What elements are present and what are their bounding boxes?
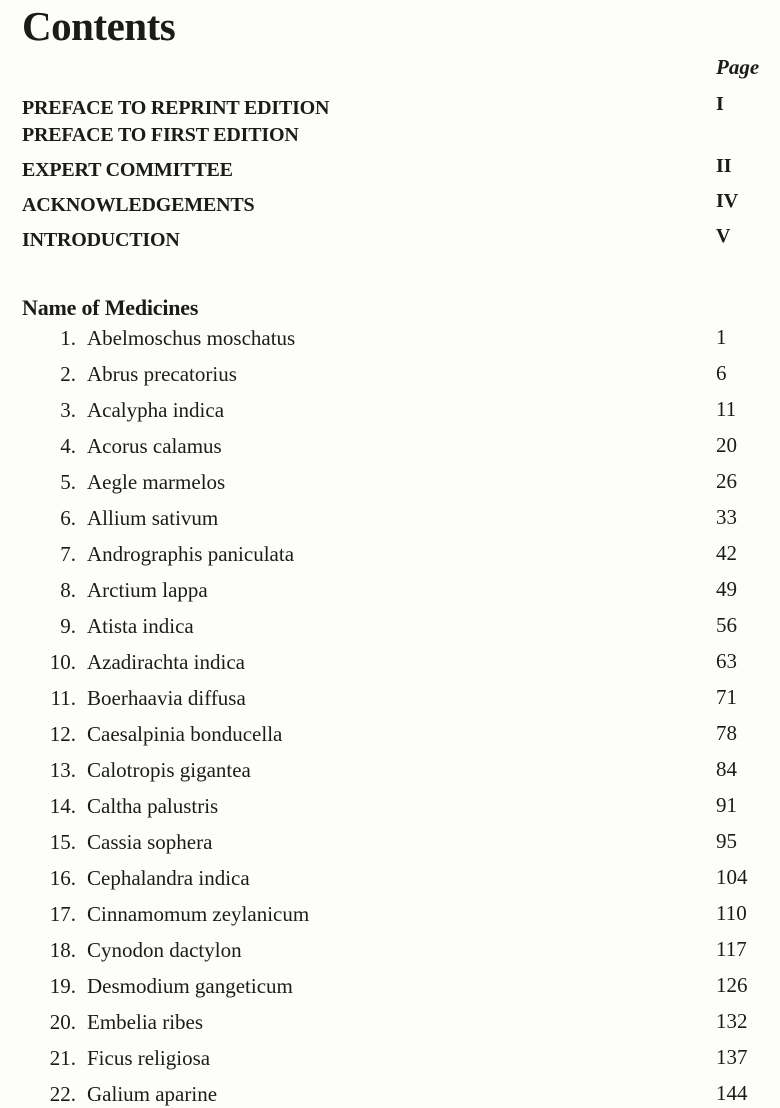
page-column-label: Page bbox=[716, 55, 760, 79]
entry-name: Embelia ribes bbox=[87, 1010, 204, 1034]
entry-page-number: 42 bbox=[716, 541, 737, 565]
front-matter-row bbox=[22, 93, 780, 123]
entry-name: Atista indica bbox=[87, 614, 194, 638]
entry-page-number: 117 bbox=[716, 937, 747, 961]
entry-name: Caltha palustris bbox=[87, 794, 219, 818]
entry-number: 1. bbox=[60, 326, 76, 350]
entry-name: Acalypha indica bbox=[87, 398, 225, 422]
medicine-entry bbox=[22, 721, 780, 757]
front-matter-page-number: V bbox=[716, 225, 731, 247]
front-matter-label: EXPERT COMMITTEE bbox=[22, 159, 233, 181]
entry-number: 19. bbox=[49, 974, 76, 998]
medicine-entry bbox=[22, 325, 780, 361]
medicine-entry bbox=[22, 433, 780, 469]
entry-name: Cassia sophera bbox=[87, 830, 213, 854]
entry-page-number: 132 bbox=[716, 1009, 748, 1033]
entry-number: 13. bbox=[49, 758, 76, 782]
entry-number: 22. bbox=[49, 1082, 76, 1106]
entry-page-number: 71 bbox=[716, 685, 737, 709]
page-title: Contents bbox=[22, 3, 176, 49]
entry-number: 20. bbox=[49, 1010, 76, 1034]
entry-number: 16. bbox=[49, 866, 76, 890]
medicine-entry bbox=[22, 937, 780, 973]
entry-page-number: 49 bbox=[716, 577, 737, 601]
front-matter-row bbox=[22, 190, 780, 220]
page-column-header-row bbox=[22, 55, 780, 79]
front-matter-row bbox=[22, 155, 780, 185]
entry-name: Azadirachta indica bbox=[87, 650, 245, 674]
entry-page-number: 26 bbox=[716, 469, 737, 493]
medicine-entry bbox=[22, 1081, 780, 1108]
entry-page-number: 11 bbox=[716, 397, 737, 421]
entry-page-number: 91 bbox=[716, 793, 737, 817]
entry-name: Cephalandra indica bbox=[87, 866, 250, 890]
medicine-entry bbox=[22, 397, 780, 433]
entry-page-number: 84 bbox=[716, 757, 737, 781]
entry-page-number: 95 bbox=[716, 829, 737, 853]
entry-name: Abrus precatorius bbox=[87, 362, 237, 386]
medicine-entry bbox=[22, 613, 780, 649]
entry-name: Allium sativum bbox=[87, 506, 219, 530]
medicine-entry bbox=[22, 865, 780, 901]
entry-name: Boerhaavia diffusa bbox=[87, 686, 246, 710]
front-matter-page-number: II bbox=[716, 155, 732, 177]
entry-name: Calotropis gigantea bbox=[87, 758, 251, 782]
entry-name: Abelmoschus moschatus bbox=[87, 326, 296, 350]
entry-number: 10. bbox=[49, 650, 76, 674]
front-matter-row bbox=[22, 123, 780, 150]
front-matter-label: PREFACE TO FIRST EDITION bbox=[22, 124, 299, 146]
entry-page-number: 56 bbox=[716, 613, 737, 637]
entry-name: Arctium lappa bbox=[87, 578, 208, 602]
entry-number: 11. bbox=[50, 686, 76, 710]
medicines-list bbox=[22, 325, 780, 1108]
entry-page-number: 20 bbox=[716, 433, 737, 457]
entry-page-number: 78 bbox=[716, 721, 737, 745]
entry-page-number: 104 bbox=[716, 865, 748, 889]
entry-page-number: 126 bbox=[716, 973, 748, 997]
medicine-entry bbox=[22, 973, 780, 1009]
entry-name: Andrographis paniculata bbox=[87, 542, 295, 566]
entry-name: Aegle marmelos bbox=[87, 470, 226, 494]
medicine-entry bbox=[22, 469, 780, 505]
entry-name: Desmodium gangeticum bbox=[87, 974, 293, 998]
entry-name: Cynodon dactylon bbox=[87, 938, 242, 962]
entry-name: Caesalpinia bonducella bbox=[87, 722, 283, 746]
front-matter-page-number: I bbox=[716, 93, 724, 115]
medicine-entry bbox=[22, 577, 780, 613]
medicine-entry bbox=[22, 541, 780, 577]
front-matter-row bbox=[22, 225, 780, 255]
entry-number: 17. bbox=[49, 902, 76, 926]
entry-name: Acorus calamus bbox=[87, 434, 222, 458]
entry-number: 14. bbox=[49, 794, 76, 818]
entry-number: 21. bbox=[49, 1046, 76, 1070]
entry-number: 15. bbox=[49, 830, 76, 854]
medicine-entry bbox=[22, 829, 780, 865]
front-matter-label: PREFACE TO REPRINT EDITION bbox=[22, 97, 330, 119]
entry-number: 7. bbox=[60, 542, 76, 566]
entry-number: 12. bbox=[49, 722, 76, 746]
medicine-entry bbox=[22, 649, 780, 685]
medicine-entry bbox=[22, 1009, 780, 1045]
entry-number: 18. bbox=[49, 938, 76, 962]
medicine-entry bbox=[22, 757, 780, 793]
entry-page-number: 33 bbox=[716, 505, 737, 529]
section-heading: Name of Medicines bbox=[22, 295, 199, 320]
entry-number: 5. bbox=[60, 470, 76, 494]
medicine-entry bbox=[22, 361, 780, 397]
entry-number: 4. bbox=[60, 434, 76, 458]
entry-number: 2. bbox=[60, 362, 76, 386]
front-matter-page-number bbox=[716, 119, 780, 146]
entry-page-number: 1 bbox=[716, 325, 727, 349]
medicine-entry bbox=[22, 793, 780, 829]
entry-number: 6. bbox=[60, 506, 76, 530]
medicine-entry bbox=[22, 1045, 780, 1081]
front-matter-page-number: IV bbox=[716, 190, 739, 212]
front-matter-label: ACKNOWLEDGEMENTS bbox=[22, 194, 255, 216]
entry-number: 8. bbox=[60, 578, 76, 602]
entry-page-number: 63 bbox=[716, 649, 737, 673]
medicine-entry bbox=[22, 901, 780, 937]
entry-page-number: 137 bbox=[716, 1045, 748, 1069]
entry-name: Ficus religiosa bbox=[87, 1046, 211, 1070]
entry-number: 3. bbox=[60, 398, 76, 422]
front-matter-list bbox=[22, 93, 780, 255]
entry-page-number: 110 bbox=[716, 901, 747, 925]
entry-page-number: 144 bbox=[716, 1081, 748, 1105]
entry-name: Galium aparine bbox=[87, 1082, 218, 1106]
front-matter-label: INTRODUCTION bbox=[22, 229, 180, 251]
entry-name: Cinnamomum zeylanicum bbox=[87, 902, 310, 926]
entry-number: 9. bbox=[60, 614, 76, 638]
medicine-entry bbox=[22, 505, 780, 541]
medicine-entry bbox=[22, 685, 780, 721]
entry-page-number: 6 bbox=[716, 361, 727, 385]
